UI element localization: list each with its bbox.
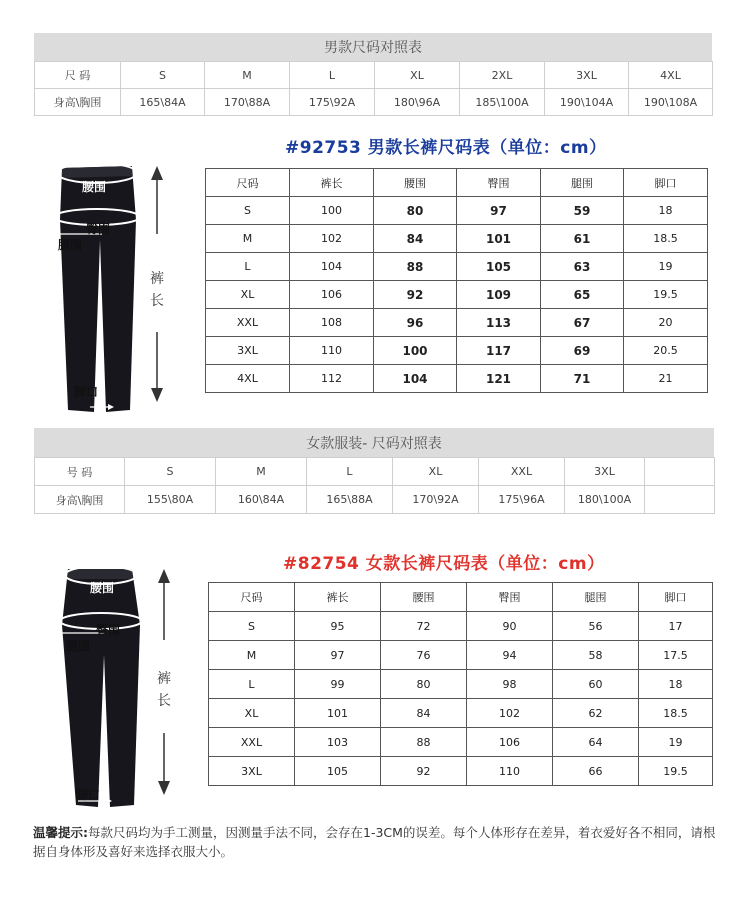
table-cell: 97 bbox=[457, 197, 541, 225]
table-cell: 19 bbox=[639, 728, 713, 757]
table-cell: 71 bbox=[541, 365, 624, 393]
length-char: 长 bbox=[150, 293, 164, 309]
table-cell: XL bbox=[206, 281, 290, 309]
women-hem-label: 脚口 bbox=[76, 788, 101, 802]
column-header: 脚口 bbox=[639, 583, 713, 612]
table-cell: 92 bbox=[374, 281, 457, 309]
table-cell: 4XL bbox=[629, 62, 713, 89]
table-cell: M bbox=[206, 225, 290, 253]
column-header: 腿围 bbox=[541, 169, 624, 197]
women-hip-label: 臀围 bbox=[96, 623, 121, 637]
table-cell: L bbox=[290, 62, 375, 89]
table-cell: 100 bbox=[290, 197, 374, 225]
table-row bbox=[209, 612, 713, 641]
men-pants-table bbox=[205, 168, 708, 393]
table-row bbox=[206, 253, 708, 281]
table-cell: 21 bbox=[624, 365, 708, 393]
table-cell: XL bbox=[375, 62, 460, 89]
table-cell: 97 bbox=[295, 641, 381, 670]
column-header: 臀围 bbox=[467, 583, 553, 612]
table-cell: 170\88A bbox=[205, 89, 290, 116]
table-cell: 61 bbox=[541, 225, 624, 253]
table-cell: S bbox=[121, 62, 205, 89]
table-cell: 84 bbox=[374, 225, 457, 253]
table-cell: 105 bbox=[295, 757, 381, 786]
table-cell: M bbox=[209, 641, 295, 670]
table-cell: XXL bbox=[479, 458, 565, 486]
column-header: 尺码 bbox=[209, 583, 295, 612]
table-cell: S bbox=[209, 612, 295, 641]
table-cell: S bbox=[206, 197, 290, 225]
table-cell: M bbox=[205, 62, 290, 89]
table-row bbox=[209, 699, 713, 728]
table-cell: 180\96A bbox=[375, 89, 460, 116]
table-cell bbox=[645, 486, 715, 514]
table-cell: 92 bbox=[381, 757, 467, 786]
women-thigh-label: 腿围 bbox=[66, 639, 91, 653]
table-cell: 95 bbox=[295, 612, 381, 641]
table-cell: 56 bbox=[553, 612, 639, 641]
table-cell: 18 bbox=[639, 670, 713, 699]
table-cell: 88 bbox=[381, 728, 467, 757]
table-cell: 20 bbox=[624, 309, 708, 337]
table-cell: 165\88A bbox=[307, 486, 393, 514]
table-cell: 106 bbox=[467, 728, 553, 757]
table-cell: 17.5 bbox=[639, 641, 713, 670]
column-header: 裤长 bbox=[295, 583, 381, 612]
table-cell: 69 bbox=[541, 337, 624, 365]
table-row bbox=[209, 728, 713, 757]
table-cell: 72 bbox=[381, 612, 467, 641]
table-cell: 19.5 bbox=[624, 281, 708, 309]
table-cell: 103 bbox=[295, 728, 381, 757]
women-waist-label: 腰围 bbox=[90, 581, 115, 595]
table-cell: XXL bbox=[209, 728, 295, 757]
table-cell: XXL bbox=[206, 309, 290, 337]
table-cell: 160\84A bbox=[216, 486, 307, 514]
length-char: 裤 bbox=[157, 671, 171, 687]
table-cell: 99 bbox=[295, 670, 381, 699]
table-cell: 104 bbox=[374, 365, 457, 393]
table-row bbox=[209, 641, 713, 670]
table-cell: 170\92A bbox=[393, 486, 479, 514]
table-cell: XL bbox=[209, 699, 295, 728]
women-ref-title: 女款服装- 尺码对照表 bbox=[34, 428, 714, 457]
table-cell: 62 bbox=[553, 699, 639, 728]
column-header: 尺码 bbox=[206, 169, 290, 197]
women-ref-height-row bbox=[35, 486, 715, 514]
women-length-label bbox=[157, 668, 173, 712]
men-thigh-label: 腿围 bbox=[58, 238, 83, 252]
men-waist-label: 腰围 bbox=[82, 180, 107, 194]
table-cell: 尺 码 bbox=[35, 62, 121, 89]
table-cell: 80 bbox=[381, 670, 467, 699]
women-pants-figure bbox=[50, 565, 210, 815]
table-cell: L bbox=[206, 253, 290, 281]
men-pants-title: #92753 男款长裤尺码表（单位：cm） bbox=[285, 138, 607, 158]
table-cell: 96 bbox=[374, 309, 457, 337]
table-cell: 110 bbox=[467, 757, 553, 786]
table-cell: 101 bbox=[457, 225, 541, 253]
column-header: 腰围 bbox=[381, 583, 467, 612]
table-cell: 185\100A bbox=[460, 89, 545, 116]
table-cell: 身高\胸围 bbox=[35, 486, 125, 514]
table-cell: 190\104A bbox=[545, 89, 629, 116]
men-ref-height-row bbox=[35, 89, 713, 116]
men-pants-figure bbox=[50, 160, 210, 415]
table-cell: 105 bbox=[457, 253, 541, 281]
table-cell: XL bbox=[393, 458, 479, 486]
table-row bbox=[209, 757, 713, 786]
length-char: 长 bbox=[157, 693, 171, 709]
column-header: 腿围 bbox=[553, 583, 639, 612]
table-cell bbox=[645, 458, 715, 486]
length-char: 裤 bbox=[150, 271, 164, 287]
table-header-row bbox=[209, 583, 713, 612]
table-cell: 101 bbox=[295, 699, 381, 728]
table-cell: 117 bbox=[457, 337, 541, 365]
table-cell: 64 bbox=[553, 728, 639, 757]
pants-illustration bbox=[50, 565, 210, 815]
men-hip-label: 臀围 bbox=[86, 222, 111, 236]
table-cell: 60 bbox=[553, 670, 639, 699]
table-cell: 18.5 bbox=[624, 225, 708, 253]
table-cell: 19 bbox=[624, 253, 708, 281]
women-pants-title: #82754 女款长裤尺码表（单位：cm） bbox=[283, 554, 605, 574]
table-cell: 110 bbox=[290, 337, 374, 365]
table-cell: 63 bbox=[541, 253, 624, 281]
table-cell: 号 码 bbox=[35, 458, 125, 486]
table-cell: 19.5 bbox=[639, 757, 713, 786]
table-cell: 59 bbox=[541, 197, 624, 225]
tip-text: 每款尺码均为手工测量，因测量手法不同，会存在1-3CM的误差。每个人体形存在差异，着衣爱好各不相同，请根据自身体形及喜好来选择衣服大小。 bbox=[33, 825, 716, 859]
table-cell: 90 bbox=[467, 612, 553, 641]
tip-label: 温馨提示: bbox=[33, 825, 88, 840]
table-cell: 175\96A bbox=[479, 486, 565, 514]
table-cell: 84 bbox=[381, 699, 467, 728]
men-ref-size-row bbox=[35, 62, 713, 89]
table-cell: 180\100A bbox=[565, 486, 645, 514]
table-cell: 155\80A bbox=[125, 486, 216, 514]
table-cell: 104 bbox=[290, 253, 374, 281]
table-cell: 4XL bbox=[206, 365, 290, 393]
table-cell: 3XL bbox=[545, 62, 629, 89]
table-cell: S bbox=[125, 458, 216, 486]
table-header-row bbox=[206, 169, 708, 197]
table-row bbox=[206, 225, 708, 253]
column-header: 腰围 bbox=[374, 169, 457, 197]
table-cell: 109 bbox=[457, 281, 541, 309]
table-cell: 17 bbox=[639, 612, 713, 641]
table-cell: 121 bbox=[457, 365, 541, 393]
column-header: 脚口 bbox=[624, 169, 708, 197]
table-cell: 100 bbox=[374, 337, 457, 365]
table-cell: 94 bbox=[467, 641, 553, 670]
table-cell: 2XL bbox=[460, 62, 545, 89]
table-cell: 76 bbox=[381, 641, 467, 670]
table-row bbox=[206, 365, 708, 393]
table-cell: 18.5 bbox=[639, 699, 713, 728]
table-cell: 190\108A bbox=[629, 89, 713, 116]
table-cell: 175\92A bbox=[290, 89, 375, 116]
table-cell: 3XL bbox=[206, 337, 290, 365]
table-cell: M bbox=[216, 458, 307, 486]
table-cell: 106 bbox=[290, 281, 374, 309]
table-row bbox=[209, 670, 713, 699]
table-cell: 18 bbox=[624, 197, 708, 225]
men-ref-title: 男款尺码对照表 bbox=[34, 33, 712, 61]
pants-illustration bbox=[50, 160, 210, 415]
women-pants-table bbox=[208, 582, 713, 786]
men-length-label bbox=[150, 268, 166, 312]
table-cell: 88 bbox=[374, 253, 457, 281]
table-cell: 108 bbox=[290, 309, 374, 337]
table-row bbox=[206, 197, 708, 225]
table-cell: 102 bbox=[467, 699, 553, 728]
table-row bbox=[206, 281, 708, 309]
table-cell: 3XL bbox=[565, 458, 645, 486]
table-cell: 67 bbox=[541, 309, 624, 337]
table-row bbox=[206, 309, 708, 337]
column-header: 臀围 bbox=[457, 169, 541, 197]
table-cell: 3XL bbox=[209, 757, 295, 786]
tip-paragraph bbox=[33, 823, 718, 861]
table-cell: 165\84A bbox=[121, 89, 205, 116]
table-cell: 98 bbox=[467, 670, 553, 699]
women-ref-size-row bbox=[35, 458, 715, 486]
table-cell: L bbox=[307, 458, 393, 486]
table-cell: 20.5 bbox=[624, 337, 708, 365]
table-cell: 112 bbox=[290, 365, 374, 393]
table-row bbox=[206, 337, 708, 365]
table-cell: 65 bbox=[541, 281, 624, 309]
men-hem-label: 脚口 bbox=[74, 385, 99, 399]
table-cell: 58 bbox=[553, 641, 639, 670]
women-ref-table bbox=[34, 457, 715, 514]
table-cell: 80 bbox=[374, 197, 457, 225]
table-cell: 身高\胸围 bbox=[35, 89, 121, 116]
table-cell: 102 bbox=[290, 225, 374, 253]
table-cell: 66 bbox=[553, 757, 639, 786]
column-header: 裤长 bbox=[290, 169, 374, 197]
men-ref-table bbox=[34, 61, 713, 116]
table-cell: 113 bbox=[457, 309, 541, 337]
table-cell: L bbox=[209, 670, 295, 699]
